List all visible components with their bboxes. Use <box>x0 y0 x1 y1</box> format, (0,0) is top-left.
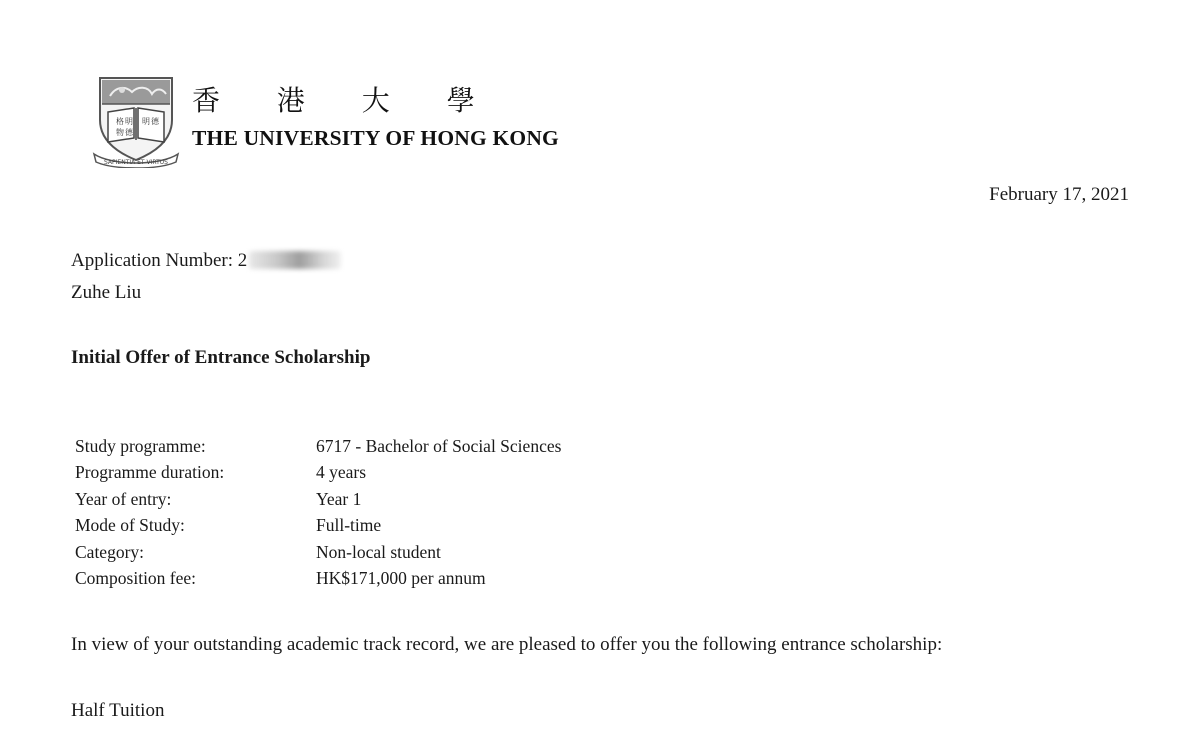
detail-label: Composition fee: <box>75 567 197 588</box>
university-names <box>192 84 559 151</box>
detail-row <box>75 567 561 593</box>
programme-details <box>75 435 561 593</box>
detail-label: Programme duration: <box>75 462 225 483</box>
letter-subject: Initial Offer of Entrance Scholarship <box>71 347 371 368</box>
application-number <box>71 250 341 272</box>
svg-text:明: 明 <box>142 117 150 126</box>
detail-value: HK$171,000 per annum <box>316 567 486 588</box>
redacted-application-number <box>249 251 341 269</box>
detail-row <box>75 435 561 461</box>
detail-value: Full-time <box>316 515 382 536</box>
detail-label: Category: <box>75 541 145 562</box>
svg-text:德: 德 <box>125 128 133 137</box>
detail-label: Study programme: <box>75 436 206 456</box>
svg-text:德: 德 <box>151 117 159 126</box>
detail-label: Mode of Study: <box>75 515 185 536</box>
university-name-english: THE UNIVERSITY OF HONG KONG <box>192 126 559 150</box>
svg-text:格: 格 <box>116 117 124 126</box>
letterhead <box>92 74 559 168</box>
detail-row <box>75 488 561 514</box>
scholarship-intro-text: In view of your outstanding academic track record, we are pleased to offer you the following entrance scholarship: <box>71 634 943 655</box>
detail-value: 6717 - Bachelor of Social Sciences <box>316 436 562 456</box>
crest-motto: SAPIENTIA ET VIRTUS <box>104 159 168 166</box>
application-number-label: Application Number: <box>71 250 233 271</box>
detail-label: Year of entry: <box>75 488 172 509</box>
detail-value: Non-local student <box>316 541 441 562</box>
detail-value: Year 1 <box>316 488 362 509</box>
letter-date: February 17, 2021 <box>989 184 1129 205</box>
detail-row <box>75 461 561 487</box>
application-number-prefix: 2 <box>237 250 248 271</box>
detail-row <box>75 514 561 540</box>
scholarship-award: Half Tuition <box>71 700 165 721</box>
svg-text:物: 物 <box>116 128 124 137</box>
detail-row <box>75 541 561 567</box>
university-name-chinese: 香 港 大 學 <box>192 84 499 117</box>
recipient-name: Zuhe Liu <box>71 282 142 303</box>
hku-crest-icon <box>92 74 180 168</box>
detail-value: 4 years <box>316 462 367 483</box>
svg-text:明: 明 <box>125 117 133 126</box>
